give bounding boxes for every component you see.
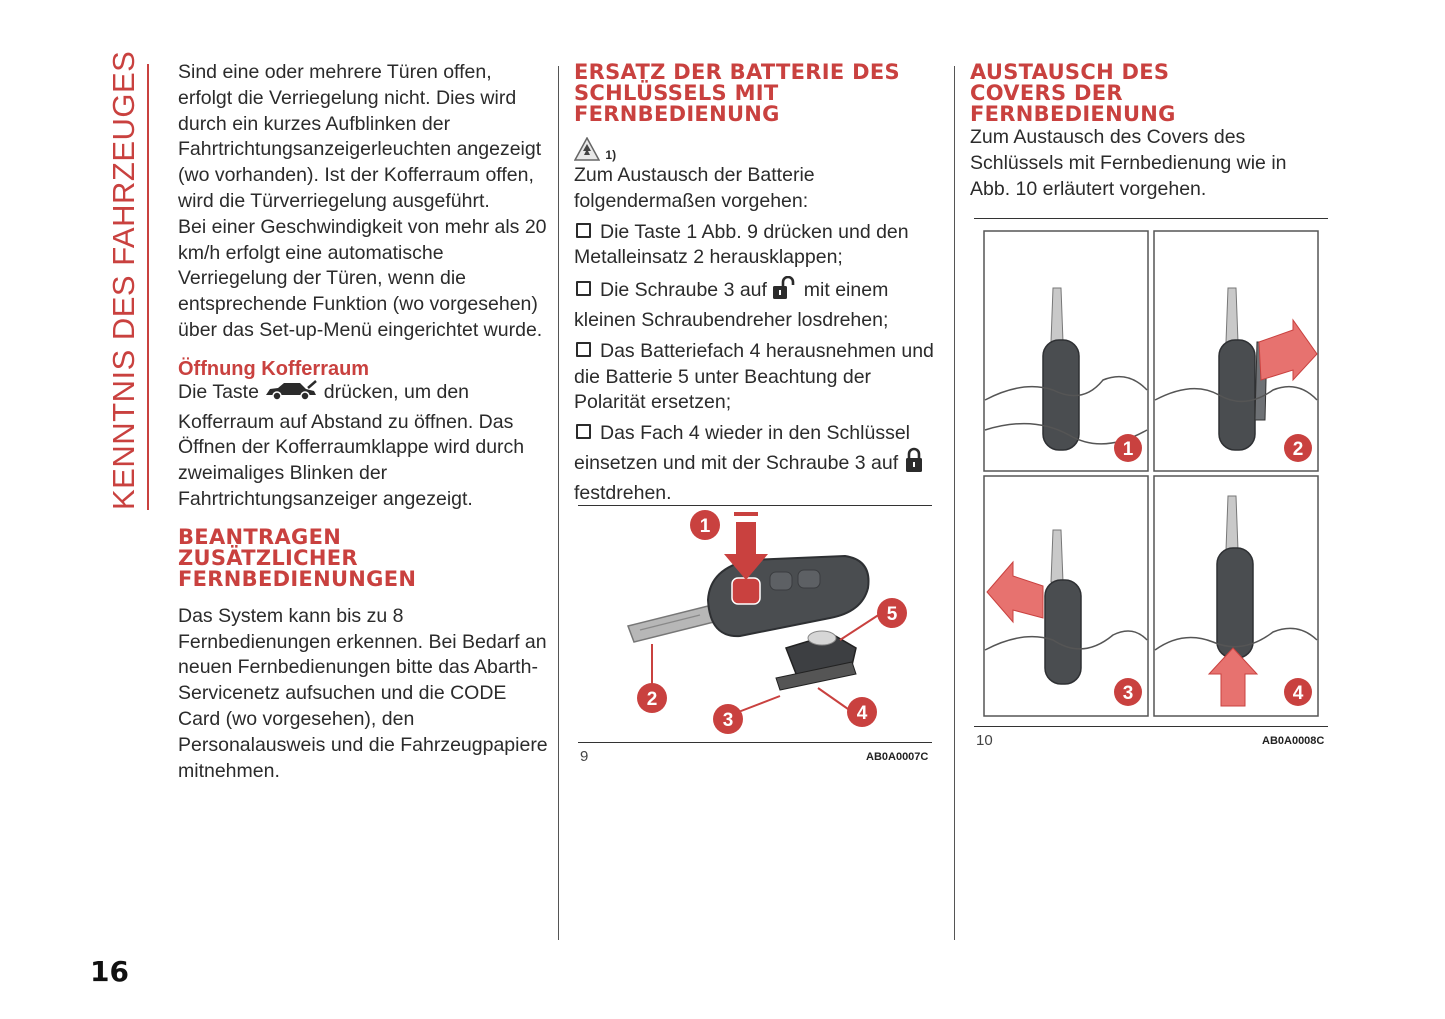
- text: Die Taste 1 Abb. 9 drücken und den Metalleinsatz 2 herausklappen;: [574, 220, 909, 269]
- panel-step-4: [1154, 476, 1318, 716]
- note-reference: 1): [605, 148, 617, 162]
- paragraph: Zum Austausch der Batterie folgendermaßen vorgehen:: [574, 164, 815, 212]
- callout-3: [713, 704, 743, 734]
- bullet-icon: [576, 281, 591, 296]
- svg-text:2: 2: [646, 689, 658, 710]
- heading-additional-remotes: BEANTRAGEN ZUSÄTZLICHER FERNBEDIENUNGEN: [178, 524, 417, 591]
- text: Die Schraube 3 auf: [600, 279, 767, 302]
- column-divider: [954, 66, 955, 940]
- svg-text:5: 5: [886, 604, 898, 625]
- heading-cover-replacement: AUSTAUSCH DES COVERS DER FERNBEDIENUNG: [970, 60, 1176, 126]
- heading-battery-replacement: ERSATZ DER BATTERIE DES SCHLÜSSELS MIT FERNBEDIENUNG: [574, 60, 900, 126]
- text: mit einem kleinen Schraubendreher losdrehen;: [574, 279, 889, 331]
- callout-5: [877, 598, 907, 628]
- bullet-icon: [576, 342, 591, 357]
- text: Das Batteriefach 4 herausnehmen und die Batterie 5 unter Beachtung der Polarität ersetzen;: [574, 339, 934, 414]
- list-item: [574, 220, 936, 272]
- column-divider: [558, 66, 559, 940]
- sub-heading-trunk: Öffnung Kofferraum: [178, 357, 370, 380]
- svg-text:3: 3: [722, 710, 734, 731]
- figure-code: AB0A0008C: [1262, 735, 1325, 747]
- bullet-icon: [576, 424, 591, 439]
- text: festdrehen.: [574, 481, 672, 504]
- key-blade: [628, 606, 714, 642]
- figure-top-rule: [974, 218, 1328, 219]
- paragraph: Zum Austausch des Covers des Schlüssels mit Fernbedienung wie in Abb. 10 erläutert vorgehen.: [970, 126, 1287, 200]
- text: drücken, um den Kofferraum auf Abstand zu öffnen. Das Öffnen der Kofferraumklappe wird durch zweimaliges Blinken der Fahrtrichtungsanzeiger angezeigt.: [178, 380, 525, 510]
- lock-icon: [904, 447, 924, 481]
- panel-step-3: [984, 476, 1148, 716]
- remote-key-body: [708, 556, 869, 636]
- figure-bottom-rule: [974, 726, 1328, 727]
- chapter-rule: [147, 64, 149, 510]
- figure-top-rule: [578, 505, 932, 506]
- svg-text:4: 4: [856, 703, 868, 724]
- list-item: [574, 276, 936, 334]
- list-item: [574, 421, 936, 506]
- figure-number: 9: [580, 748, 589, 765]
- figure-bottom-rule: [578, 742, 932, 743]
- text: Das Fach 4 wieder in den Schlüssel einsetzen und mit der Schraube 3 auf: [574, 422, 910, 474]
- svg-text:4: 4: [1292, 683, 1304, 704]
- page-number: 16: [90, 955, 129, 988]
- unlock-icon: [772, 276, 798, 308]
- paragraph-trunk: [178, 380, 550, 513]
- panel-step-1: [984, 231, 1148, 471]
- chapter-title: KENNTNIS DES FAHRZEUGES: [106, 50, 141, 510]
- car-trunk-icon: [264, 380, 318, 410]
- callout-4: [847, 697, 877, 727]
- figure-cover-steps: [983, 230, 1321, 718]
- bullet-icon: [576, 223, 591, 238]
- figure-number: 10: [976, 732, 993, 749]
- warning-note: [574, 137, 936, 163]
- svg-text:2: 2: [1292, 439, 1304, 460]
- panel-step-2: [1154, 231, 1318, 471]
- callout-1: [690, 510, 720, 540]
- svg-text:3: 3: [1122, 683, 1134, 704]
- paragraph: Das System kann bis zu 8 Fernbedienungen erkennen. Bei Bedarf an neuen Fernbedienungen bitte das Abarth-Servicenetz aufsuchen und die CODE Card (wo vorgesehen), den Personalausweis und die Fahrzeugpapiere mitnehmen.: [178, 604, 548, 782]
- text: Die Taste: [178, 380, 259, 403]
- callout-2: [637, 683, 667, 713]
- paragraph: Bei einer Geschwindigkeit von mehr als 20 km/h erfolgt eine automatische Verriegelung der Türen, wenn die entsprechende Funktion (wo vorgesehen) über das Set-up-Menü eingerichtet wurde.: [178, 215, 547, 341]
- column-2: [574, 62, 936, 507]
- svg-text:1: 1: [699, 516, 711, 537]
- column-3: [970, 62, 1330, 202]
- column-1: [178, 60, 550, 784]
- figure-key-battery: [600, 508, 930, 740]
- figure-code: AB0A0007C: [866, 751, 929, 763]
- svg-text:1: 1: [1122, 439, 1134, 460]
- list-item: [574, 339, 936, 416]
- battery-compartment: [776, 631, 856, 690]
- paragraph: Sind eine oder mehrere Türen offen, erfolgt die Verriegelung nicht. Dies wird durch ein kurzes Aufblinken der Fahrtrichtungsanzeigerleuchten angezeigt (wo vorhanden). Ist der Kofferraum offen, wird die Türverriegelung ausgeführt.: [178, 61, 542, 212]
